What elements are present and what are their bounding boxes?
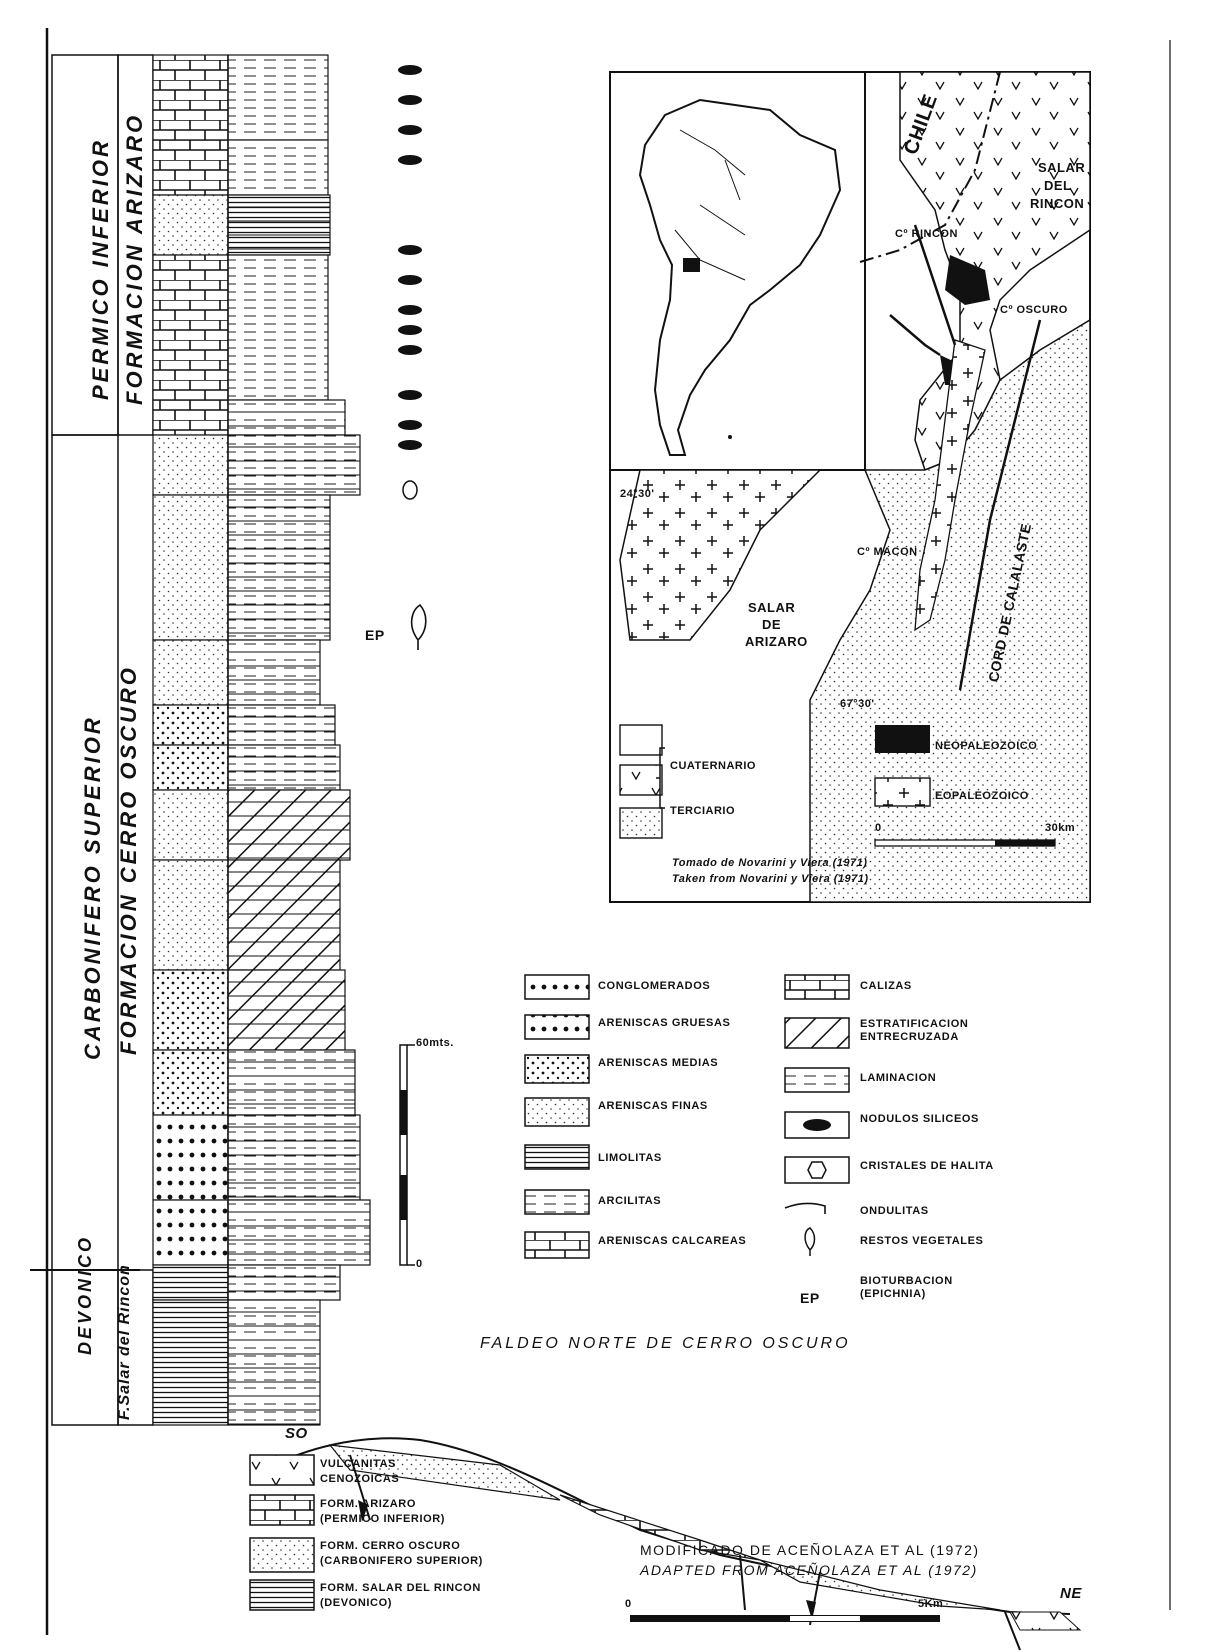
legend-restos: RESTOS VEGETALES: [860, 1235, 984, 1247]
legend-ondulitas: ONDULITAS: [860, 1205, 929, 1217]
map-label-c-rincon: Cº RINCON: [895, 228, 958, 240]
nodule-mark: [398, 125, 422, 135]
map-label-salar-arizaro-2: DE: [762, 617, 782, 632]
map-label-cord-calalaste: CORD DE CALALASTE: [985, 521, 1035, 684]
legend-areniscas-finas: ARENISCAS FINAS: [598, 1100, 708, 1112]
legend-laminacion: LAMINACION: [860, 1072, 937, 1084]
scale-top-label: 60mts.: [416, 1037, 454, 1049]
nodule-mark: [398, 325, 422, 335]
column-layer-lithology: [153, 1300, 228, 1425]
legend-nodulos: NODULOS SILICEOS: [860, 1113, 979, 1125]
column-layer-lithology: [153, 745, 228, 790]
map-scale-start: 0: [875, 822, 882, 834]
map-label-chile: CHILE: [900, 91, 943, 158]
column-layer-lithology: [153, 400, 228, 435]
column-layer-structure: [228, 1200, 370, 1265]
map-label-lon: 67°30': [840, 698, 875, 710]
legend-areniscas-calcareas: ARENISCAS CALCAREAS: [598, 1235, 747, 1247]
legend-limolitas: LIMOLITAS: [598, 1152, 662, 1164]
section-ne: NE: [1060, 1585, 1082, 1602]
section-legend-cerro-oscuro-line1: FORM. CERRO OSCURO: [320, 1540, 461, 1552]
column-layer-structure: [228, 745, 340, 790]
map-legend-eopaleozoico: EOPALEOZOICO: [935, 790, 1029, 802]
column-layer-structure: [228, 400, 345, 435]
formation-arizaro: FORMACION ARIZARO: [122, 112, 147, 405]
column-layer-structure: [228, 1265, 340, 1300]
column-scale-bar: [400, 1045, 415, 1265]
halite-symbol: [403, 481, 417, 499]
legend-areniscas-gruesas: ARENISCAS GRUESAS: [598, 1017, 731, 1029]
column-layer-structure: [228, 1115, 360, 1200]
map-legend-cuaternario: CUATERNARIO: [670, 760, 756, 772]
credit-es: MODIFICADO DE ACEÑOLAZA ET AL (1972): [640, 1542, 980, 1558]
column-layer-structure: [228, 140, 328, 195]
column-layer-structure: [228, 195, 330, 255]
column-layer-structure: [228, 55, 328, 140]
nodule-mark: [398, 65, 422, 75]
column-layer-structure: [228, 255, 328, 400]
section-legend-salar-rincon-line1: FORM. SALAR DEL RINCON: [320, 1582, 481, 1594]
leaf-fossil-symbol: [412, 605, 426, 650]
column-layer-lithology: [153, 435, 228, 495]
section-legend-vulcanitas-line2: CENOZOICAS: [320, 1473, 400, 1485]
period-carbonifero-superior: CARBONIFERO SUPERIOR: [80, 715, 105, 1060]
section-so: SO: [285, 1425, 308, 1442]
column-layer-lithology: [153, 1115, 228, 1200]
map-label-c-macon: Cº MACON: [857, 546, 918, 558]
legend-bioturbacion: BIOTURBACION (EPICHNIA): [860, 1275, 953, 1300]
column-layer-structure: [228, 790, 350, 860]
column-layer-lithology: [153, 255, 228, 400]
nodule-mark: [398, 275, 422, 285]
stratigraphic-column: [153, 55, 370, 1425]
column-layer-lithology: [153, 1265, 228, 1300]
column-layer-lithology: [153, 860, 228, 970]
column-layer-lithology: [153, 970, 228, 1050]
credit-en: ADAPTED FROM ACEÑOLAZA ET AL (1972): [640, 1562, 978, 1578]
legend-calizas: CALIZAS: [860, 980, 912, 992]
legend-cristales: CRISTALES DE HALITA: [860, 1160, 994, 1172]
map-label-c-oscuro: Cº OSCURO: [1000, 304, 1068, 316]
map-label-salar-arizaro-1: SALAR: [748, 600, 796, 615]
formation-cerro-oscuro: FORMACION CERRO OSCURO: [116, 665, 141, 1055]
legend-conglomerados: CONGLOMERADOS: [598, 980, 711, 992]
column-layer-lithology: [153, 790, 228, 860]
column-layer-structure: [228, 495, 330, 640]
map-source-en: Taken from Novarini y Viera (1971): [672, 873, 869, 885]
column-layer-lithology: [153, 705, 228, 745]
column-layer-structure: [228, 640, 320, 705]
nodule-mark: [398, 305, 422, 315]
nodule-mark: [398, 440, 422, 450]
column-layer-lithology: [153, 140, 228, 195]
map-legend-terciario: TERCIARIO: [670, 805, 735, 817]
scale-bottom-label: 0: [416, 1258, 423, 1270]
column-layer-structure: [228, 1300, 320, 1425]
map-label-lat: 24°30': [620, 488, 655, 500]
section-scale-end: 5Km: [918, 1598, 944, 1610]
nodule-mark: [398, 95, 422, 105]
map-label-salar-arizaro-3: ARIZARO: [745, 634, 808, 649]
nodules-column: [398, 65, 422, 450]
legend-estratificacion: ESTRATIFICACION ENTRECRUZADA: [860, 1018, 969, 1043]
section-scale-start: 0: [625, 1598, 632, 1610]
nodule-mark: [398, 155, 422, 165]
column-layer-structure: [228, 1050, 355, 1115]
column-layer-lithology: [153, 1200, 228, 1265]
section-legend-arizaro-line2: (PERMICO INFERIOR): [320, 1513, 446, 1525]
section-legend-salar-rincon-line2: (DEVONICO): [320, 1597, 392, 1609]
nodule-mark: [398, 345, 422, 355]
column-layer-lithology: [153, 195, 228, 255]
column-layer-structure: [228, 705, 335, 745]
map-label-salar-rincon-2: DEL: [1044, 178, 1072, 193]
location-map: [610, 72, 1090, 902]
column-layer-lithology: [153, 55, 228, 140]
column-layer-structure: [228, 860, 340, 970]
map-scale-end: 30km: [1045, 822, 1076, 834]
legend-areniscas-medias: ARENISCAS MEDIAS: [598, 1057, 719, 1069]
map-source-es: Tomado de Novarini y Viera (1971): [672, 857, 868, 869]
study-area-marker: [683, 258, 700, 272]
formation-salar-rincon: F.Salar del Rincon: [116, 1264, 133, 1420]
map-label-salar-rincon-3: RINCON: [1030, 196, 1085, 211]
period-permico-inferior: PERMICO INFERIOR: [88, 138, 113, 400]
ep-label: EP: [365, 627, 385, 643]
column-layer-structure: [228, 435, 360, 495]
map-legend-neopaleozoico: NEOPALEOZOICO: [935, 740, 1038, 752]
map-label-salar-rincon-1: SALAR: [1038, 160, 1086, 175]
column-layer-lithology: [153, 495, 228, 640]
period-devonico: DEVONICO: [75, 1234, 95, 1355]
column-layer-lithology: [153, 640, 228, 705]
nodule-mark: [398, 390, 422, 400]
column-layer-lithology: [153, 1050, 228, 1115]
section-legend-cerro-oscuro-line2: (CARBONIFERO SUPERIOR): [320, 1555, 483, 1567]
section-title: FALDEO NORTE DE CERRO OSCURO: [480, 1335, 851, 1352]
nodule-mark: [398, 245, 422, 255]
legend-ep-symbol: EP: [800, 1290, 820, 1306]
nodule-mark: [398, 420, 422, 430]
section-legend-arizaro-line1: FORM. ARIZARO: [320, 1498, 416, 1510]
legend-arcilitas: ARCILITAS: [598, 1195, 662, 1207]
section-legend-vulcanitas-line1: VULCANITAS: [320, 1458, 397, 1470]
